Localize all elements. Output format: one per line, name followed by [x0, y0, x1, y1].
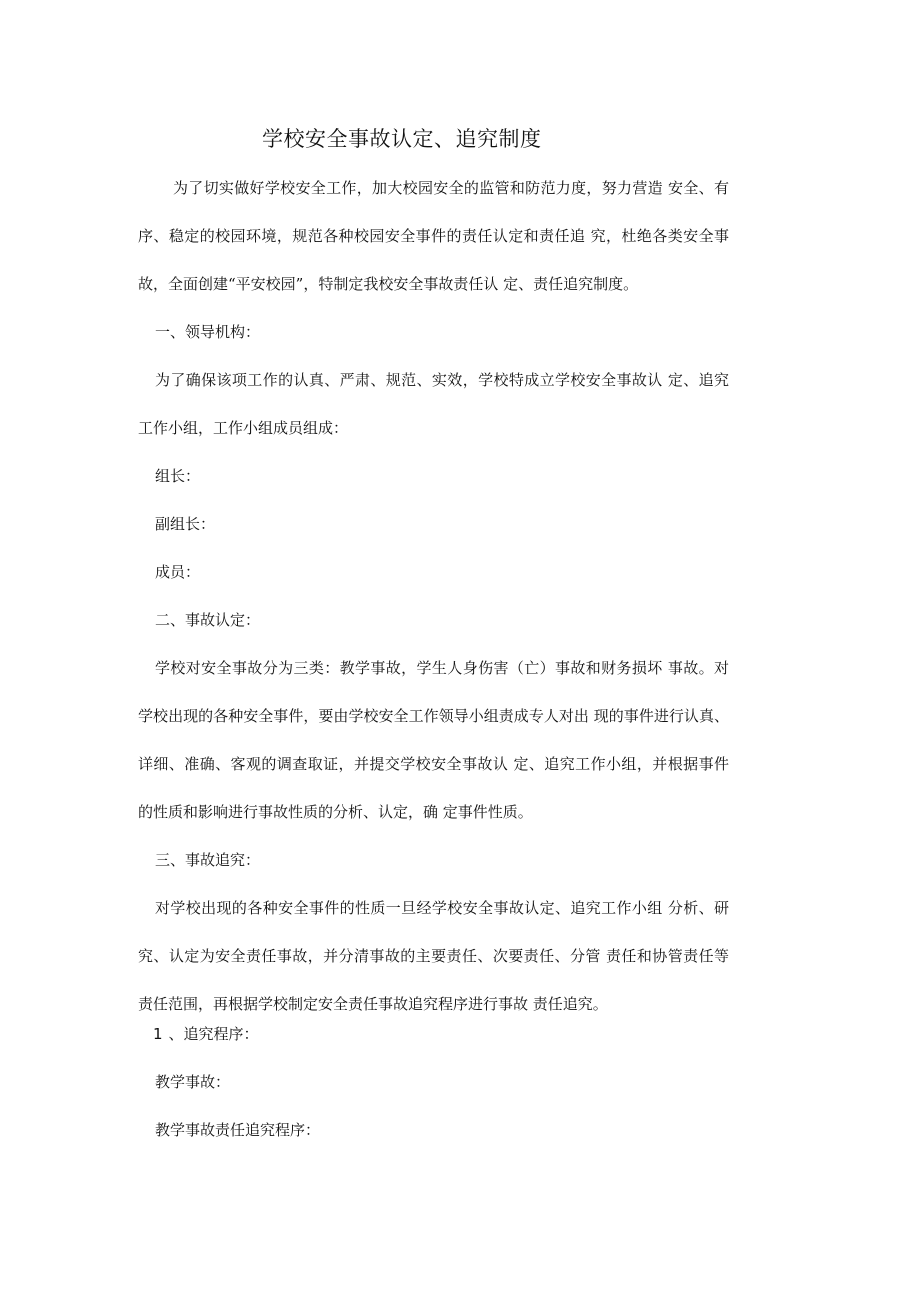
subsection-1-label: 、追究程序： — [168, 1025, 259, 1043]
document-title: 学校安全事故认定、追究制度 — [262, 127, 542, 151]
section1-heading: 一、领导机构： — [155, 323, 261, 341]
teaching-accident-procedure-label: 教学事故责任追究程序： — [155, 1121, 321, 1139]
section3-heading: 三、事故追究： — [155, 851, 261, 869]
section1-line-2: 工作小组，工作小组成员组成： — [138, 419, 349, 437]
section2-heading: 二、事故认定： — [155, 611, 261, 629]
deputy-leader-label: 副组长： — [155, 515, 216, 533]
teaching-accident-label: 教学事故： — [155, 1073, 231, 1091]
section2-line-1: 学校对安全事故分为三类：教学事故，学生人身伤害（亡）事故和财务损坏 事故。对 — [155, 659, 729, 677]
section2-line-4: 的性质和影响进行事故性质的分析、认定，确 定事件性质。 — [138, 803, 533, 821]
subsection-1-number: 1 — [153, 1025, 163, 1043]
section3-line-3: 责任范围，再根据学校制定安全责任事故追究程序进行事故 责任追究。 — [138, 995, 608, 1013]
intro-line-2: 序、稳定的校园环境，规范各种校园安全事件的责任认定和责任追 究，杜绝各类安全事 — [138, 227, 729, 245]
section1-line-1: 为了确保该项工作的认真、严肃、规范、实效，学校特成立学校安全事故认 定、追究 — [155, 371, 729, 389]
section2-line-3: 详细、准确、客观的调查取证，并提交学校安全事故认 定、追究工作小组，并根据事件 — [138, 755, 729, 773]
section3-line-2: 究、认定为安全责任事故，并分清事故的主要责任、次要责任、分管 责任和协管责任等 — [138, 947, 729, 965]
section2-line-2: 学校出现的各种安全事件，要由学校安全工作领导小组责成专人对出 现的事件进行认真、 — [138, 707, 729, 725]
members-label: 成员： — [155, 563, 201, 581]
intro-line-3: 故，全面创建“平安校园”，特制定我校安全事故责任认 定、责任追究制度。 — [138, 275, 639, 293]
intro-line-1: 为了切实做好学校安全工作，加大校园安全的监管和防范力度，努力营造 安全、有 — [173, 179, 729, 197]
subsection-1-heading — [153, 1024, 259, 1044]
section3-line-1: 对学校出现的各种安全事件的性质一旦经学校安全事故认定、追究工作小组 分析、研 — [155, 899, 729, 917]
leader-label: 组长： — [155, 467, 201, 485]
